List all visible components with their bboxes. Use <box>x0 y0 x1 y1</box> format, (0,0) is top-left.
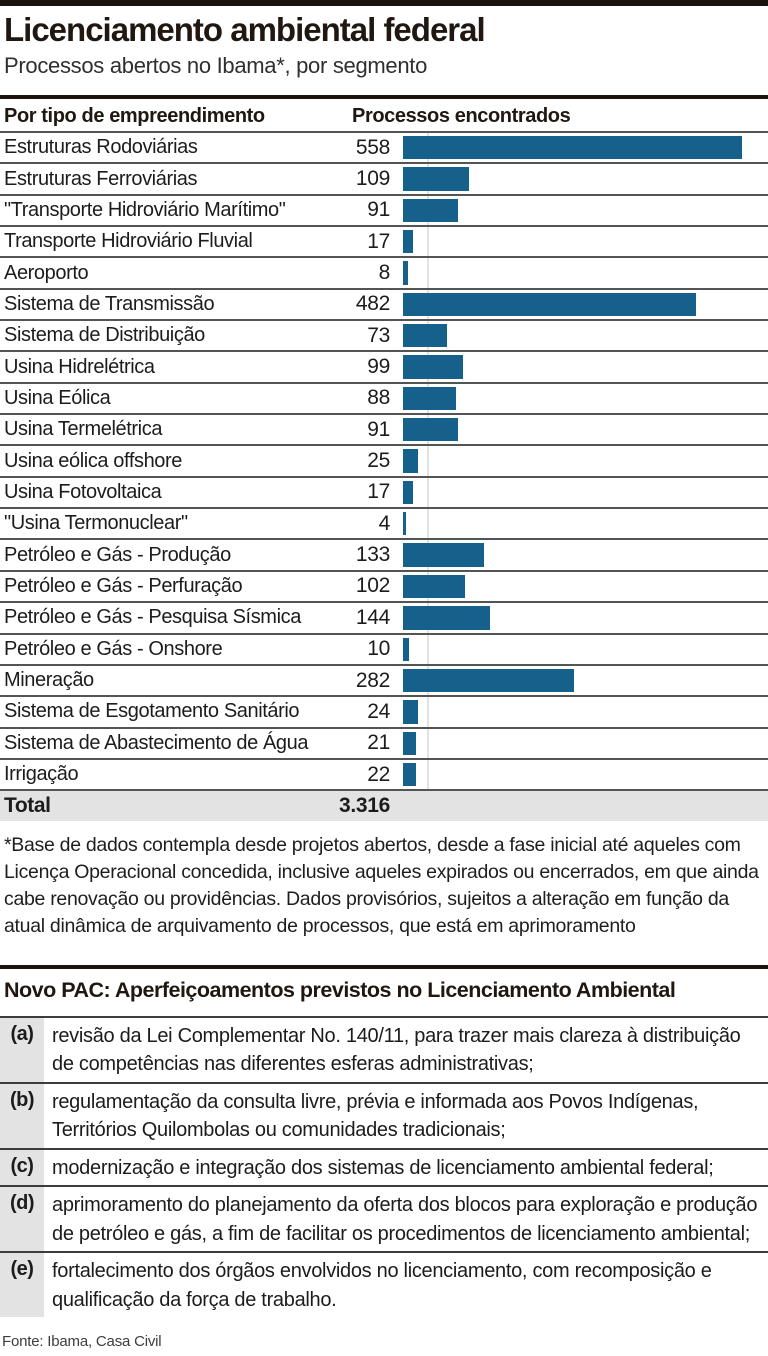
chart-row <box>0 256 768 287</box>
value-label: 4 <box>378 511 390 535</box>
bar-cell <box>403 572 768 601</box>
bar <box>403 700 418 723</box>
bar-cell <box>403 321 768 350</box>
category-label: Petróleo e Gás - Onshore <box>4 637 223 660</box>
pac-item-text: modernização e integração dos sistemas de licenciamento ambiental federal; <box>52 1156 714 1179</box>
chart-row <box>0 413 768 444</box>
chart-row <box>0 350 768 381</box>
chart-row <box>0 319 768 350</box>
value-label: 102 <box>355 574 390 598</box>
bar-cell <box>403 760 768 789</box>
category-label: "Transporte Hidroviário Marítimo" <box>4 198 286 221</box>
pac-list <box>0 1016 768 1318</box>
page-subtitle: Processos abertos no Ibama*, por segmento <box>4 53 428 78</box>
bar-cell <box>403 258 768 287</box>
chart-row <box>0 695 768 726</box>
bar-chart <box>0 131 768 821</box>
category-label: Sistema de Abastecimento de Água <box>4 731 309 754</box>
bar-cell <box>403 290 768 319</box>
category-label: Transporte Hidroviário Fluvial <box>4 230 253 253</box>
column-header-category: Por tipo de empreendimento <box>4 105 265 127</box>
chart-row <box>0 727 768 758</box>
chart-row <box>0 194 768 225</box>
value-label: 91 <box>367 198 390 222</box>
chart-row <box>0 225 768 256</box>
chart-column-headers <box>0 99 768 131</box>
bar <box>403 199 458 222</box>
category-label: Mineração <box>4 669 94 692</box>
category-label: Aeroporto <box>4 261 89 284</box>
bar <box>403 387 456 410</box>
bar <box>403 261 408 284</box>
bar <box>403 136 742 159</box>
pac-item-label: (c) <box>0 1150 44 1186</box>
pac-item <box>0 1185 768 1251</box>
value-label: 22 <box>367 762 390 786</box>
footnote: *Base de dados contempla desde projetos abertos, desde a fase inicial até aqueles com Licença Operacional concedida, inclusive aqueles expirados ou encerrados, em que ainda cabe renovação ou providências. Dados provisórios, sujeitos a alteração em função da atual dinâmica de arquivamento de processos, que está em aprimoramento <box>4 833 759 937</box>
pac-item <box>0 1016 768 1082</box>
bar <box>403 167 469 190</box>
chart-row <box>0 570 768 601</box>
chart-row <box>0 507 768 538</box>
value-label: 558 <box>355 135 390 159</box>
pac-item-text: fortalecimento dos órgãos envolvidos no licenciamento, com recomposição e qualificação da força de trabalho. <box>52 1260 712 1311</box>
category-label: Sistema de Distribuição <box>4 324 205 347</box>
bar-cell <box>403 603 768 632</box>
chart-row <box>0 758 768 789</box>
category-label: Sistema de Transmissão <box>4 292 215 315</box>
value-label: 8 <box>378 261 390 285</box>
bar <box>403 638 409 661</box>
bar <box>403 512 406 535</box>
category-label: "Usina Termonuclear" <box>4 512 188 535</box>
value-label: 282 <box>355 668 390 692</box>
bar-cell <box>403 164 768 193</box>
bar <box>403 418 458 441</box>
bar <box>403 575 465 598</box>
bar-cell <box>403 352 768 381</box>
chart-row <box>0 633 768 664</box>
category-label: Usina Termelétrica <box>4 418 163 441</box>
total-value: 3.316 <box>338 793 390 817</box>
pac-heading: Novo PAC: Aperfeiçoamentos previstos no Licenciamento Ambiental <box>4 977 676 1002</box>
value-label: 144 <box>355 605 390 629</box>
category-label: Usina Hidrelétrica <box>4 355 155 378</box>
bar <box>403 324 447 347</box>
value-label: 88 <box>367 386 390 410</box>
bar-cell <box>403 697 768 726</box>
pac-item <box>0 1082 768 1148</box>
chart-row <box>0 538 768 569</box>
value-label: 91 <box>367 417 390 441</box>
value-label: 17 <box>367 480 390 504</box>
value-label: 482 <box>355 292 390 316</box>
chart-row <box>0 444 768 475</box>
pac-item-label: (d) <box>0 1187 44 1251</box>
value-label: 17 <box>367 229 390 253</box>
bar <box>403 449 418 472</box>
bar-cell <box>403 509 768 538</box>
bar-cell <box>403 635 768 664</box>
pac-item <box>0 1148 768 1186</box>
value-label: 10 <box>367 637 390 661</box>
chart-row <box>0 601 768 632</box>
bar-cell <box>403 540 768 569</box>
header <box>0 6 768 81</box>
category-label: Estruturas Ferroviárias <box>4 167 198 190</box>
bar <box>403 543 484 566</box>
chart-row <box>0 382 768 413</box>
value-label: 99 <box>367 355 390 379</box>
value-label: 109 <box>355 167 390 191</box>
page-title: Licenciamento ambiental federal <box>4 11 485 48</box>
bar-cell <box>403 415 768 444</box>
bar-cell <box>403 666 768 695</box>
bar <box>403 293 696 316</box>
pac-item-text: aprimoramento do planejamento da oferta dos blocos para exploração e produção de petróleo e gás, a fim de facilitar os procedimentos de licenciamento ambiental; <box>52 1194 758 1245</box>
value-label: 25 <box>367 449 390 473</box>
bar-cell <box>403 133 768 162</box>
total-bar-cell <box>403 791 768 820</box>
bar-cell <box>403 196 768 225</box>
bar-cell <box>403 384 768 413</box>
bar-cell <box>403 227 768 256</box>
bar <box>403 763 416 786</box>
bar-cell <box>403 446 768 475</box>
category-label: Estruturas Rodoviárias <box>4 136 198 159</box>
category-label: Petróleo e Gás - Perfuração <box>4 574 243 597</box>
bar <box>403 481 413 504</box>
bar <box>403 230 413 253</box>
bar <box>403 669 574 692</box>
pac-item-text: regulamentação da consulta livre, prévia e informada aos Povos Indígenas, Territórios Quilombolas ou comunidades tradicionais; <box>52 1090 699 1142</box>
value-label: 21 <box>367 731 390 755</box>
value-label: 73 <box>367 323 390 347</box>
category-label: Usina Eólica <box>4 386 111 409</box>
pac-item <box>0 1251 768 1317</box>
category-label: Usina Fotovoltaica <box>4 480 162 503</box>
category-label: Petróleo e Gás - Produção <box>4 543 231 566</box>
pac-item-text: revisão da Lei Complementar No. 140/11, para trazer mais clareza à distribuição de competências nas diferentes esferas administrativas; <box>52 1024 741 1076</box>
chart-rows <box>0 131 768 789</box>
pac-section <box>0 965 768 1318</box>
category-label: Petróleo e Gás - Pesquisa Sísmica <box>4 606 301 629</box>
chart-total-row <box>0 789 768 820</box>
chart-row <box>0 131 768 162</box>
category-label: Sistema de Esgotamento Sanitário <box>4 700 300 723</box>
bar-cell <box>403 729 768 758</box>
category-label: Usina eólica offshore <box>4 449 183 472</box>
pac-item-label: (e) <box>0 1253 44 1317</box>
column-header-value: Processos encontrados <box>352 105 571 127</box>
pac-item-label: (b) <box>0 1084 44 1148</box>
total-label: Total <box>4 793 51 817</box>
value-label: 133 <box>355 543 390 567</box>
bar-cell <box>403 478 768 507</box>
category-label: Irrigação <box>4 763 79 786</box>
source-line: Fonte: Ibama, Casa Civil <box>2 1333 162 1351</box>
chart-row <box>0 476 768 507</box>
pac-item-label: (a) <box>0 1018 44 1082</box>
bar <box>403 732 416 755</box>
chart-row <box>0 162 768 193</box>
bar <box>403 355 463 378</box>
value-label: 24 <box>367 699 390 723</box>
chart-row <box>0 664 768 695</box>
chart-row <box>0 288 768 319</box>
bar <box>403 606 490 629</box>
